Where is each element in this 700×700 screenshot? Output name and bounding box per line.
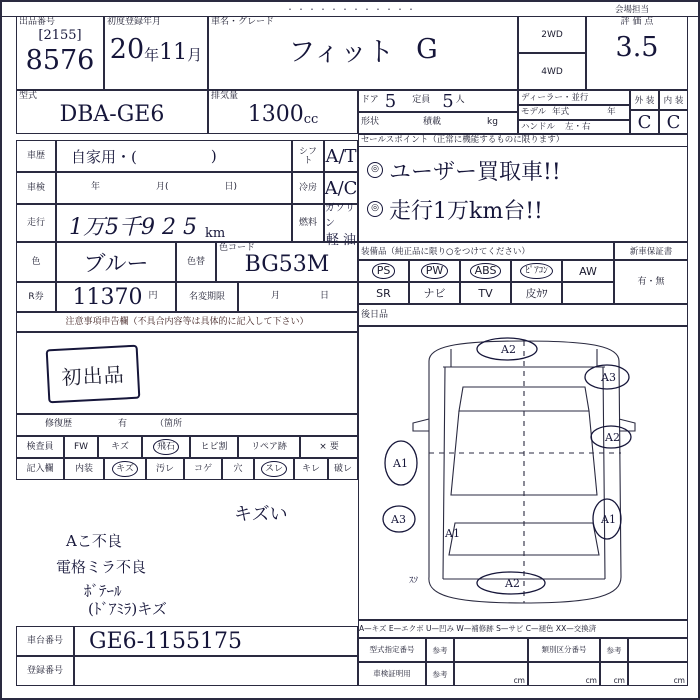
fuel-label: 燃料 xyxy=(298,218,317,229)
sales-point-cell xyxy=(358,134,688,242)
mileage-label-cell xyxy=(16,204,56,242)
inspector-kizu2-label: キズ xyxy=(112,461,138,477)
name-change-day: 日 xyxy=(320,291,330,302)
rticket-unit: 円 xyxy=(148,291,158,302)
repair-yes: 有 xyxy=(118,419,128,430)
inspector-ana-label: 穴 xyxy=(233,464,243,475)
load-label: 積載 xyxy=(423,117,442,128)
equip-pw-cell xyxy=(409,260,460,282)
shift-label: シフト xyxy=(298,146,317,166)
inspection-month: 月( xyxy=(156,182,169,193)
history-value-cell xyxy=(56,140,292,172)
registration-year-unit: 年 xyxy=(144,46,160,65)
equip-abs-label: ABS xyxy=(470,263,502,279)
cert-cm3-cell xyxy=(600,662,628,686)
seats-value: 5 xyxy=(442,90,454,112)
model-label: モデル xyxy=(521,107,547,118)
warranty-value: 有・無 xyxy=(637,277,665,288)
handwritten-center: キズい xyxy=(234,504,288,525)
svg-text:A2: A2 xyxy=(605,431,620,444)
svg-text:A2: A2 xyxy=(505,577,520,590)
cert-cm2-cell xyxy=(528,662,600,686)
drive-4wd-label: 4WD xyxy=(541,66,563,77)
notes-label-cell xyxy=(16,312,358,332)
equip-aw-cell xyxy=(562,260,614,282)
car-name-cell xyxy=(208,16,518,90)
doors-label: ドア xyxy=(361,95,379,106)
top-marks: ・・・・・・・・・・・・ xyxy=(286,4,418,14)
history-value-close: ) xyxy=(210,147,217,165)
history-label: 車歴 xyxy=(26,151,45,162)
inspector-kizu2-cell xyxy=(104,458,146,480)
inspector-interior-label: 内装 xyxy=(74,464,93,475)
model-year-cell xyxy=(518,105,630,120)
cert-label: 車検証明用 xyxy=(373,668,411,678)
score-value: 3.5 xyxy=(615,32,659,64)
cert-cm1-label: cm xyxy=(513,676,525,685)
class-ref-label-cell xyxy=(600,638,628,662)
drive-2wd-label: 2WD xyxy=(541,29,563,40)
repair-label: 修復歴 xyxy=(45,419,73,430)
color-value-cell xyxy=(56,242,176,282)
doors-seats-cell xyxy=(358,90,518,112)
car-diagram-svg xyxy=(359,327,689,621)
cert-cm4-label: cm xyxy=(673,676,685,685)
inspector-repair-mark-cell xyxy=(238,436,300,458)
circle-mark-icon: ◎ xyxy=(367,162,383,178)
fuel-label-cell xyxy=(292,204,324,242)
drive-2wd-cell xyxy=(518,16,586,53)
displacement-cell xyxy=(208,90,358,134)
lot-number-value: 8576 xyxy=(25,45,95,77)
mileage-unit: km xyxy=(204,226,226,241)
cert-cm2-label: cm xyxy=(585,676,597,685)
equip-navi-label: ナビ xyxy=(423,287,446,301)
venue-label: 会場担当 xyxy=(614,4,649,15)
handwritten-area xyxy=(16,480,358,620)
cert-ref-label-cell xyxy=(426,662,454,686)
warranty-value-cell xyxy=(614,260,688,304)
registration-month-unit: 月 xyxy=(187,46,203,65)
inspection-label-cell xyxy=(16,172,56,204)
score-cell xyxy=(586,16,688,90)
drive-4wd-cell xyxy=(518,53,586,90)
mileage-value: 1万5千9 2 5 xyxy=(69,215,197,240)
cert-ref-label: 参考 xyxy=(432,669,448,679)
shape-load-cell xyxy=(358,112,518,134)
inspector-tobiishi-label: 飛石 xyxy=(153,439,179,455)
equip-ps-cell xyxy=(358,260,409,282)
history-value: 自家用・( xyxy=(71,147,137,166)
sales-point-line1: ユーザー買取車!! xyxy=(389,159,561,185)
chassis-value-cell xyxy=(74,626,358,656)
inspector-hibiware-cell xyxy=(190,436,238,458)
shift-label-cell xyxy=(292,140,324,172)
repair-history-cell xyxy=(16,414,358,436)
mileage-value-cell xyxy=(56,204,292,242)
exterior-value: C xyxy=(637,111,652,133)
svg-text:A1: A1 xyxy=(601,513,616,526)
equip-ps-label: PS xyxy=(372,263,396,279)
equip-tv-label: TV xyxy=(478,287,493,301)
inspector-yabure-cell xyxy=(328,458,358,480)
inspector-repair-mark-label: リペア跡 xyxy=(251,442,287,453)
inspector-interior-cell xyxy=(64,458,104,480)
model-year-unit: 年 xyxy=(607,107,616,118)
class-ref-label: 参考 xyxy=(606,645,622,655)
inspector-hibiware-label: ヒビ割 xyxy=(200,442,228,453)
svg-text:ｽｿ: ｽｿ xyxy=(409,576,419,586)
equip-leather-cell xyxy=(511,282,562,304)
shift-value-cell xyxy=(324,140,358,172)
name-change-label-cell xyxy=(176,282,238,312)
lot-number-label: 出品番号 xyxy=(19,17,56,27)
handwritten-line-4: (ﾄﾞｱﾐﾗ)キズ xyxy=(88,600,167,618)
ac-value: A/C xyxy=(324,177,358,199)
model-code-cell xyxy=(16,90,208,134)
ac-label: 冷房 xyxy=(298,183,317,194)
equip-aircon-cell xyxy=(511,260,562,282)
type-value-cell xyxy=(454,638,528,662)
model-year-label: 年式 xyxy=(552,107,570,118)
inspector-fw-cell xyxy=(64,436,98,458)
name-change-label: 名変期限 xyxy=(188,292,225,303)
inspector-koge-cell xyxy=(184,458,222,480)
inspector-kire-label: キレ xyxy=(302,464,320,475)
svg-text:A1: A1 xyxy=(445,527,460,540)
inspector-yabure-label: 破レ xyxy=(333,464,352,475)
sales-point-line2: 走行1万km台!! xyxy=(389,198,543,224)
svg-text:A3: A3 xyxy=(391,513,406,526)
inspector-sure-cell xyxy=(254,458,294,480)
handle-value: 左・右 xyxy=(565,121,591,132)
equip-aw-label: AW xyxy=(579,265,597,279)
inspector-fw-label: FW xyxy=(73,442,89,453)
class-value-cell xyxy=(628,638,688,662)
shape-label: 形状 xyxy=(361,117,380,128)
inspector-x-label: × 要 xyxy=(319,442,339,453)
interior-label-cell xyxy=(659,90,688,110)
equip-navi-cell xyxy=(409,282,460,304)
inspector-x-cell xyxy=(300,436,358,458)
inspector-row2-label: 記入欄 xyxy=(26,464,54,475)
fuel-gasoline: ガソリン xyxy=(325,202,355,229)
inspection-day: 日) xyxy=(224,182,238,193)
cert-label-cell xyxy=(358,662,426,686)
sales-point-label: セールスポイント（正常に機能するものに限ります） xyxy=(359,135,687,147)
type-desig-label-cell xyxy=(358,638,426,662)
equipment-label: 装備品（純正品に限り○をつけてください） xyxy=(361,246,530,257)
type-ref-label: 参考 xyxy=(432,645,448,655)
cert-cm4-cell xyxy=(628,662,688,686)
rticket-label-cell xyxy=(16,282,56,312)
inspector-ana-cell xyxy=(222,458,254,480)
shift-value: A/T xyxy=(325,145,357,167)
registration-year: 20 xyxy=(109,34,145,66)
color-code-value: BG53M xyxy=(244,252,330,278)
color-code-label: 色コード xyxy=(219,243,256,253)
regnum-value-cell xyxy=(74,656,358,686)
rticket-label: R券 xyxy=(28,292,44,303)
inspector-yogore-label: 汚レ xyxy=(155,464,174,475)
regnum-label: 登録番号 xyxy=(26,666,63,677)
repair-place: （箇所 xyxy=(155,419,183,430)
inspector-kizu-label: キズ xyxy=(111,442,129,453)
inspector-kizu-cell xyxy=(98,436,142,458)
type-desig-label: 型式指定番号 xyxy=(369,644,415,654)
inspector-sure-label: スレ xyxy=(261,461,287,477)
inspector-tobiishi-cell xyxy=(142,436,190,458)
ac-label-cell xyxy=(292,172,324,204)
svg-text:A2: A2 xyxy=(501,343,516,356)
mileage-label: 走行 xyxy=(26,218,45,229)
warranty-label-cell xyxy=(614,242,688,260)
interior-value-cell xyxy=(659,110,688,134)
first-listing-stamp: 初出品 xyxy=(46,345,141,404)
car-name-label: 車名・グレード xyxy=(211,17,275,27)
fuel-diesel: 軽 油 xyxy=(325,232,357,248)
legend-text: A—キズ E—エクボ U—凹み W—補修跡 S—サビ C—褪色 XX—交換済 xyxy=(359,623,597,633)
legend-cell xyxy=(358,620,688,638)
notes-label: 注意事項申告欄（不具合内容等は具体的に記入して下さい） xyxy=(65,317,309,328)
handwritten-line-3: ﾎﾞﾃｰﾙ xyxy=(84,582,122,600)
seats-unit: 人 xyxy=(455,95,465,106)
color-change-cell xyxy=(176,242,216,282)
displacement-value: 1300 xyxy=(247,102,304,128)
score-label: 評 価 点 xyxy=(620,17,654,27)
name-change-month: 月 xyxy=(271,291,281,302)
color-code-cell xyxy=(216,242,358,282)
displacement-label: 排気量 xyxy=(211,91,239,101)
rticket-value-cell xyxy=(56,282,176,312)
handwritten-line-1: Aこ不良 xyxy=(66,532,122,550)
cert-cm3-label: cm xyxy=(613,676,625,685)
after-item-label: 後日品 xyxy=(361,310,389,321)
car-grade-value: G xyxy=(416,34,438,66)
handle-label: ハンドル xyxy=(521,121,556,132)
chassis-label: 車台番号 xyxy=(26,636,63,647)
load-unit: kg xyxy=(487,117,498,128)
handwritten-line-2: 電格ミラ不良 xyxy=(56,558,147,576)
svg-text:A1: A1 xyxy=(393,457,408,470)
equip-blank-cell xyxy=(562,282,614,304)
color-label-cell xyxy=(16,242,56,282)
registration-month: 11 xyxy=(159,40,188,66)
inspector-row1-label: 検査員 xyxy=(26,442,54,453)
svg-text:A3: A3 xyxy=(601,371,616,384)
color-label: 色 xyxy=(31,257,41,268)
model-code-value: DBA-GE6 xyxy=(59,102,165,128)
exterior-value-cell xyxy=(630,110,659,134)
interior-value: C xyxy=(666,111,681,133)
exterior-label-cell xyxy=(630,90,659,110)
doors-value: 5 xyxy=(384,90,397,112)
equip-pw-label: PW xyxy=(421,263,449,279)
inspector-kire-cell xyxy=(294,458,328,480)
regnum-label-cell xyxy=(16,656,74,686)
equip-leather-label: 皮ｶﾜ xyxy=(525,287,548,301)
dealer-label: ディーラー・並行 xyxy=(521,93,589,104)
registration-cell xyxy=(104,16,208,90)
venue-label-box xyxy=(562,2,700,16)
equip-abs-cell xyxy=(460,260,511,282)
equip-tv-cell xyxy=(460,282,511,304)
inspector-koge-label: コゲ xyxy=(193,464,212,475)
inspection-value-cell xyxy=(56,172,292,204)
seats-label: 定員 xyxy=(412,95,431,106)
fuel-value-cell xyxy=(324,202,358,248)
model-code-label: 型式 xyxy=(19,91,38,101)
car-diagram-cell xyxy=(358,326,688,620)
equip-sr-label: SR xyxy=(376,287,391,301)
car-name-value: フィット xyxy=(288,37,395,69)
class-label: 類別区分番号 xyxy=(541,644,587,654)
dealer-cell xyxy=(518,90,630,105)
warranty-label: 新車保証書 xyxy=(629,246,673,257)
notes-body-cell xyxy=(16,332,358,414)
handle-cell xyxy=(518,120,630,134)
exterior-label: 外 装 xyxy=(634,95,655,106)
lot-number-cell xyxy=(16,16,104,90)
cert-cm1-cell xyxy=(454,662,528,686)
interior-label: 内 装 xyxy=(663,95,684,106)
inspector-row2-label-cell xyxy=(16,458,64,480)
lot-sub: [2155] xyxy=(38,28,82,44)
circle-mark-icon-2: ◎ xyxy=(367,201,383,217)
inspector-row1-label-cell xyxy=(16,436,64,458)
after-item-cell xyxy=(358,304,688,326)
chassis-label-cell xyxy=(16,626,74,656)
equip-blank-label xyxy=(563,283,613,305)
color-change-label: 色替 xyxy=(186,257,205,268)
equip-sr-cell xyxy=(358,282,409,304)
equipment-label-cell xyxy=(358,242,614,260)
chassis-value: GE6-1155175 xyxy=(89,628,243,654)
color-value: ブルー xyxy=(83,251,149,277)
displacement-unit: cc xyxy=(303,112,319,128)
inspection-year: 年 xyxy=(91,182,101,193)
registration-label: 初度登録年月 xyxy=(107,17,162,27)
history-label-cell xyxy=(16,140,56,172)
class-label-cell xyxy=(528,638,600,662)
rticket-value: 11370 xyxy=(72,284,143,310)
name-change-value-cell xyxy=(238,282,358,312)
type-ref-label-cell xyxy=(426,638,454,662)
equip-aircon-label: ﾋﾟｱｺﾝ xyxy=(520,263,553,279)
inspector-yogore-cell xyxy=(146,458,184,480)
inspection-label: 車検 xyxy=(26,183,45,194)
